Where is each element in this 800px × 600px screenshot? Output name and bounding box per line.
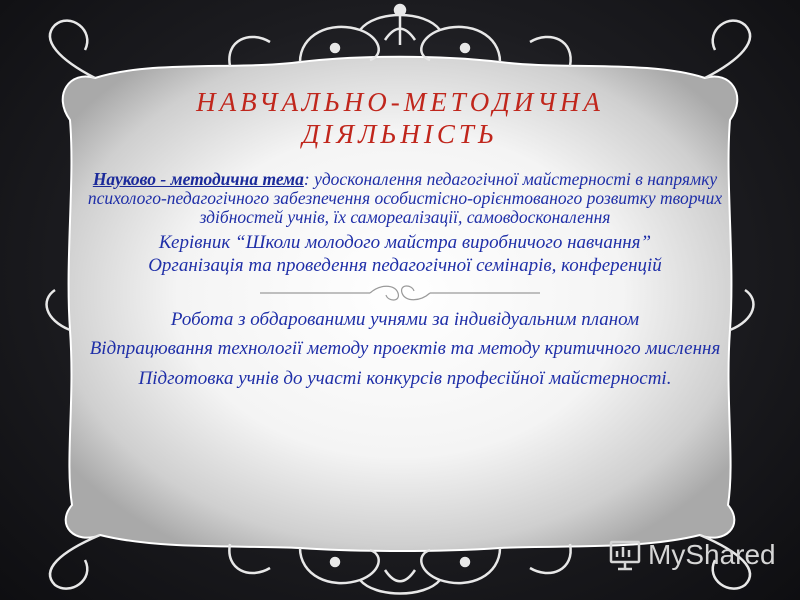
slide-title — [130, 86, 670, 150]
topic-paragraph — [80, 170, 730, 227]
slide-title-line-2: ДІЯЛЬНІСТЬ — [302, 119, 498, 149]
list-item-head-of-school: Керівник “Школи молодого майстра виробничого навчання” — [158, 232, 652, 253]
slide-title-line-1: НАВЧАЛЬНО-МЕТОДИЧНА — [196, 87, 604, 117]
flourish-divider — [250, 282, 550, 304]
presentation-board-icon — [608, 538, 642, 572]
topic-separator: : — [303, 169, 310, 189]
list-item-project-method: Відпрацювання технології методу проектів та методу критичного мислення — [89, 338, 721, 359]
list-item-organization: Організація та проведення педагогічної семінарів, конференцій — [148, 255, 662, 276]
watermark-text: MyShared — [648, 539, 776, 570]
list-item-competition-prep: Підготовка учнів до участі конкурсів професійної майстерності. — [138, 368, 672, 389]
topic-label: Науково - методична тема — [92, 169, 304, 189]
topic-text: удосконалення педагогічної майстерності в напрямку психолого-педагогічного забезпечення особистісно-орієнтованого розвитку творчих здібностей учнів, їх самореалізації, самовдосконалення — [87, 169, 723, 227]
list-item-gifted-students: Робота з обдарованими учнями за індивідуальним планом — [170, 309, 640, 330]
slide-content — [80, 170, 730, 389]
watermark — [608, 535, 776, 575]
